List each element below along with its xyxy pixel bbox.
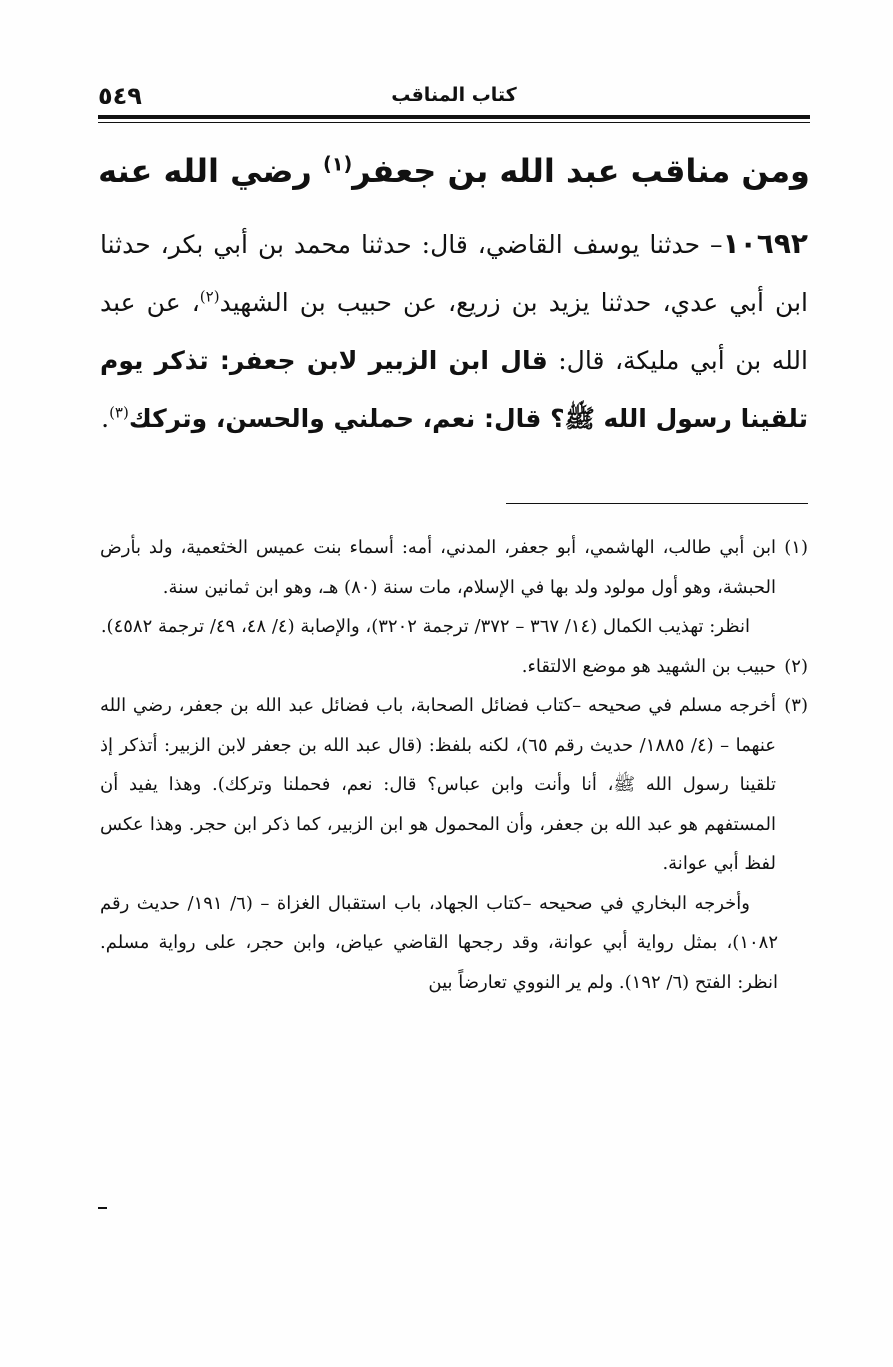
footnote-3 (100, 686, 808, 884)
hadith-end: . (101, 404, 110, 433)
footnote-ref-3: (٣) (109, 403, 129, 422)
page-break-mark (98, 1207, 107, 1209)
header-rule-thin (98, 122, 810, 123)
footnote-mark: (٢) (784, 655, 808, 677)
footnote-mark: (١) (784, 537, 808, 558)
footnote-text: حبيب بن الشهيد هو موضع الالتقاء. (521, 655, 776, 677)
footnote-1 (100, 528, 808, 607)
page-number: ٥٤٩ (98, 82, 142, 110)
hadith-chain-end: ، عن عبد الله بن أبي مليكة، قال: (100, 288, 808, 375)
footnote-text: أخرجه مسلم في صحيحه –كتاب فضائل الصحابة، باب فضائل عبد الله بن جعفر، رضي الله عنهما – (٤/ ١٨٨٥/ حديث رقم ٦٥)، لكنه بلفظ: (قال عبد الله بن جعفر لابن الزبير: أتذكر إذ تلقينا رسول الله ﷺ، أنا وأنت وابن عباس؟ قال: نعم، فحملنا وتركك). وهذا يفيد أن المستفهم هو عبد الله بن جعفر، وأن المحمول هو ابن الزبير، كما ذكر ابن حجر. وهذا عكس لفظ أبي عوانة. (100, 695, 776, 874)
heading-text-end: رضي الله عنه (98, 152, 323, 190)
header-rule-thick (98, 115, 810, 119)
hadith-number: ١٠٦٩٢ (722, 227, 808, 260)
footnote-1-reference: انظر: تهذيب الكمال (١٤/ ٣٦٧ – ٣٧٢/ ترجمة ٣٢٠٢)، والإصابة (٤/ ٤٨، ٤٩/ ترجمة ٤٥٨٢). (100, 616, 750, 637)
footnote-ref-1: (١) (322, 152, 353, 176)
footnote-ref-2: (٢) (199, 287, 220, 306)
footnotes (100, 528, 808, 1002)
footnote-3-continuation: وأخرجه البخاري في صحيحه –كتاب الجهاد، باب استقبال الغزاة – (٦/ ١٩١/ حديث رقم ١٠٨٢)، بمثل رواية أبي عوانة، وقد رجحها القاضي عياض، وابن حجر، على رواية مسلم. انظر: الفتح (٦/ ١٩٢). ولم ير النووي تعارضاً بين (100, 892, 778, 993)
footnote-text: ابن أبي طالب، الهاشمي، أبو جعفر، المدني، أمه: أسماء بنت عميس الخثعمية، ولد بأرض الحبشة، وهو أول مولود ولد بها في الإسلام، مات سنة (٨٠) هـ، وهو ابن ثمانين سنة. (100, 537, 776, 598)
footnote-2 (100, 647, 808, 687)
heading-text: ومن مناقب عبد الله بن جعفر (352, 152, 810, 190)
hadith-chain: – حدثنا يوسف القاضي، قال: حدثنا محمد بن أبي بكر، حدثنا ابن أبي عدي، حدثنا يزيد بن زريع، عن حبيب بن الشهيد (100, 230, 808, 317)
hadith-text (100, 215, 808, 448)
footnote-separator (506, 503, 808, 504)
book-title: كتاب المناقب (391, 84, 517, 106)
running-header (98, 82, 810, 114)
section-heading (98, 152, 810, 190)
hadith-matn: قال ابن الزبير لابن جعفر: تذكر يوم تلقينا رسول الله ﷺ؟ قال: نعم، حملني والحسن، وتركك (100, 346, 808, 433)
footnote-mark: (٣) (784, 695, 808, 716)
